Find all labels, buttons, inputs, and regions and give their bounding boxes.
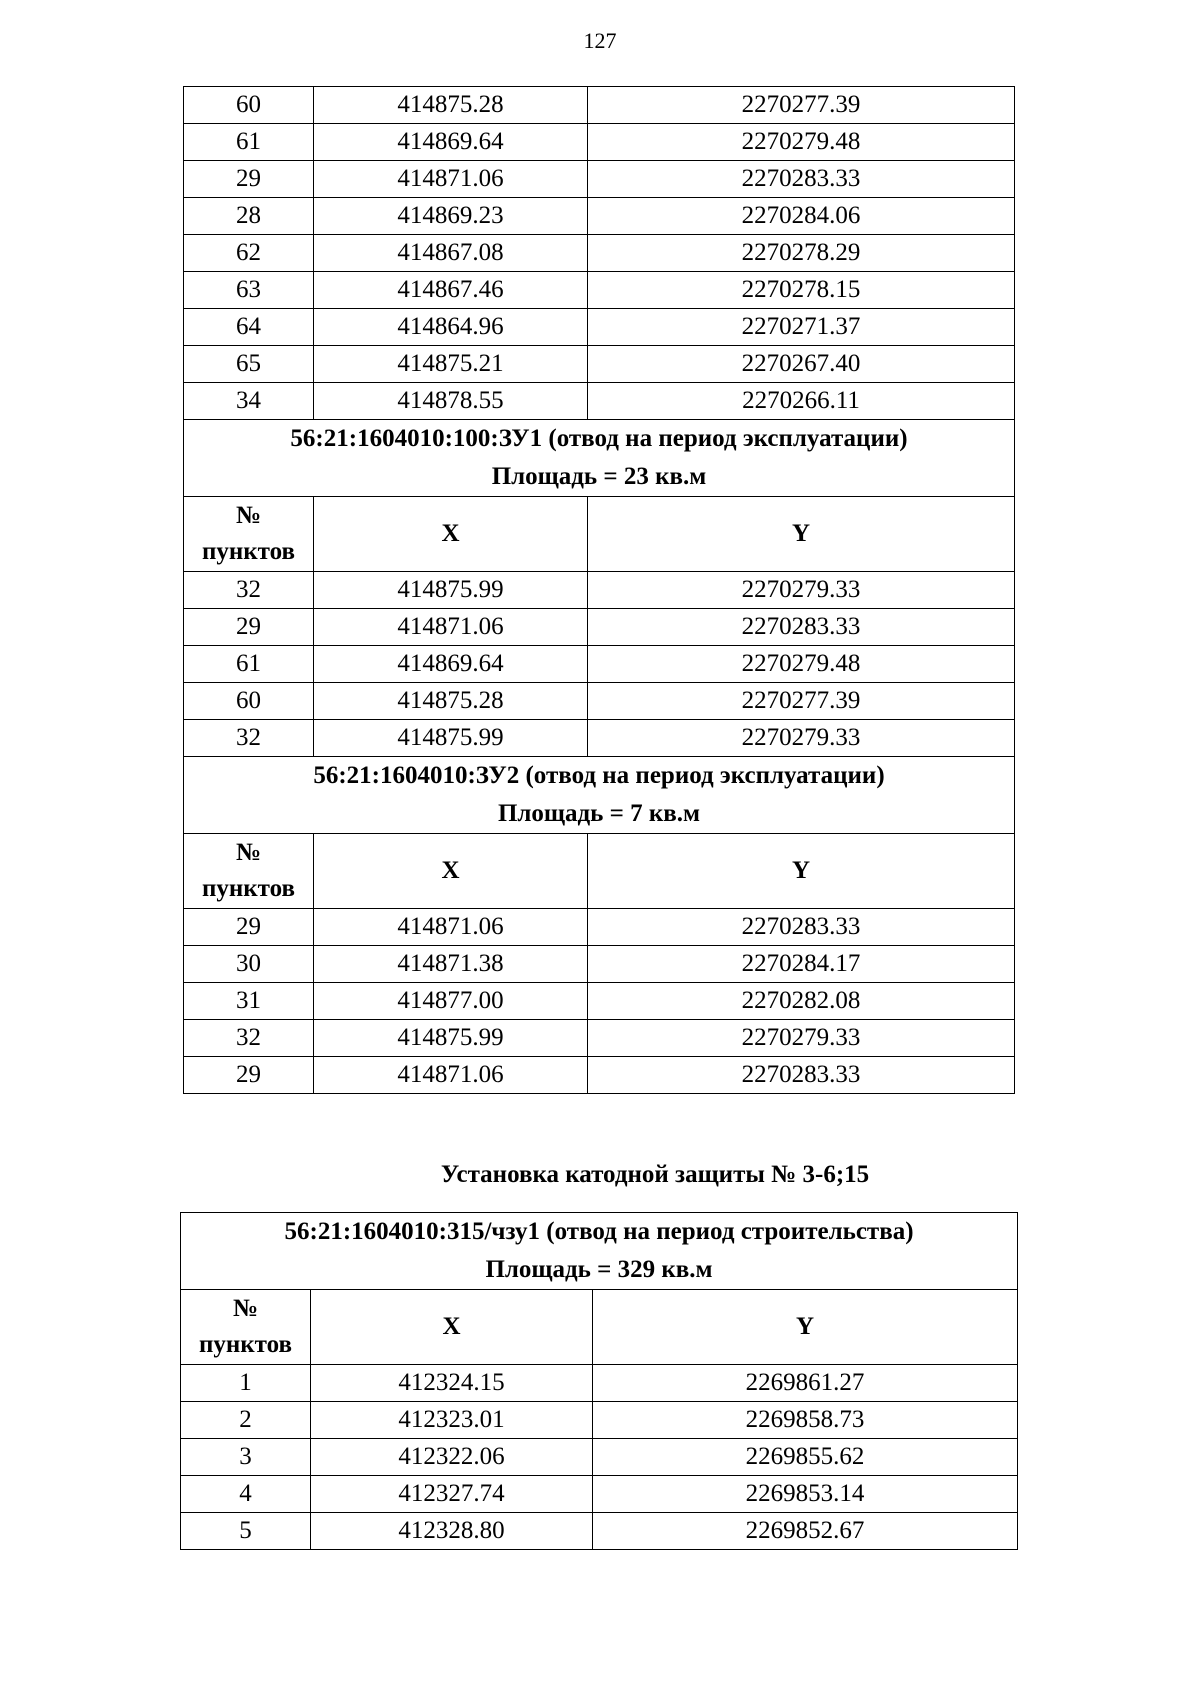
point-number-cell: 61 <box>184 646 314 683</box>
x-coordinate-cell: 414867.46 <box>314 272 588 309</box>
coordinates-table-cathodic <box>180 1212 1018 1550</box>
point-number-cell: 61 <box>184 124 314 161</box>
parcel-area: Площадь = 7 кв.м <box>497 800 701 827</box>
page-number: 127 <box>583 28 617 53</box>
y-coordinate-cell: 2270279.33 <box>588 720 1015 757</box>
point-number-cell: 2 <box>181 1402 311 1439</box>
points-label: пунктов <box>198 1331 293 1358</box>
y-coordinate-cell: 2269855.62 <box>593 1439 1018 1476</box>
header-row <box>184 834 1015 909</box>
point-number-cell: 29 <box>184 161 314 198</box>
parcel-area: Площадь = 23 кв.м <box>491 463 707 490</box>
y-coordinate-cell: 2270278.15 <box>588 272 1015 309</box>
x-coordinate-cell: 414871.06 <box>314 1057 588 1094</box>
y-coordinate-cell: 2270282.08 <box>588 983 1015 1020</box>
x-coordinate-cell: 414875.99 <box>314 720 588 757</box>
point-number-cell: 64 <box>184 309 314 346</box>
x-coordinate-cell: 414875.99 <box>314 1020 588 1057</box>
number-sign: № <box>232 1295 259 1322</box>
table-row <box>184 383 1015 420</box>
x-coordinate-cell: 414875.28 <box>314 87 588 124</box>
table-row <box>184 909 1015 946</box>
y-coordinate-cell: 2270277.39 <box>588 87 1015 124</box>
x-coordinate-cell: 414875.21 <box>314 346 588 383</box>
x-coordinate-cell: 414875.99 <box>314 572 588 609</box>
x-coordinate-cell: 414869.64 <box>314 646 588 683</box>
parcel-title: 56:21:1604010:100:ЗУ1 (отвод на период эксплуатации) <box>290 425 908 452</box>
x-coordinate-cell: 412323.01 <box>311 1402 593 1439</box>
table-row <box>184 161 1015 198</box>
table-row <box>184 124 1015 161</box>
x-coordinate-cell: 414869.64 <box>314 124 588 161</box>
point-number-cell: 5 <box>181 1513 311 1550</box>
x-coordinate-cell: 412327.74 <box>311 1476 593 1513</box>
point-number-cell: 30 <box>184 946 314 983</box>
y-coordinate-cell: 2269861.27 <box>593 1365 1018 1402</box>
point-number-cell: 32 <box>184 1020 314 1057</box>
x-coordinate-cell: 414864.96 <box>314 309 588 346</box>
points-label: пунктов <box>201 538 296 565</box>
y-coordinate-cell: 2270283.33 <box>588 1057 1015 1094</box>
x-header: X <box>314 497 588 572</box>
x-coordinate-cell: 414875.28 <box>314 683 588 720</box>
table-row <box>184 609 1015 646</box>
number-sign: № <box>235 502 262 529</box>
table-row <box>181 1476 1018 1513</box>
table-row <box>184 309 1015 346</box>
y-coordinate-cell: 2270279.48 <box>588 646 1015 683</box>
table-row <box>184 683 1015 720</box>
table-row <box>181 1513 1018 1550</box>
parcel-area: Площадь = 329 кв.м <box>485 1256 713 1283</box>
table-row <box>181 1402 1018 1439</box>
table-row <box>184 1057 1015 1094</box>
table-row <box>184 983 1015 1020</box>
point-number-cell: 29 <box>184 1057 314 1094</box>
y-coordinate-cell: 2270267.40 <box>588 346 1015 383</box>
x-coordinate-cell: 414869.23 <box>314 198 588 235</box>
point-number-header <box>184 497 314 572</box>
point-number-cell: 32 <box>184 572 314 609</box>
y-header: Y <box>588 497 1015 572</box>
section-heading: Установка катодной защиты № 3-6;15 <box>440 1161 870 1188</box>
point-number-cell: 65 <box>184 346 314 383</box>
number-sign: № <box>235 839 262 866</box>
point-number-cell: 29 <box>184 609 314 646</box>
table-row <box>184 946 1015 983</box>
section-title-row <box>184 420 1015 497</box>
y-coordinate-cell: 2269853.14 <box>593 1476 1018 1513</box>
x-coordinate-cell: 414871.06 <box>314 161 588 198</box>
point-number-cell: 60 <box>184 683 314 720</box>
point-number-cell: 1 <box>181 1365 311 1402</box>
y-coordinate-cell: 2270279.48 <box>588 124 1015 161</box>
header-row <box>181 1290 1018 1365</box>
point-number-cell: 29 <box>184 909 314 946</box>
point-number-cell: 4 <box>181 1476 311 1513</box>
x-header: X <box>314 834 588 909</box>
y-coordinate-cell: 2270284.06 <box>588 198 1015 235</box>
x-coordinate-cell: 414878.55 <box>314 383 588 420</box>
point-number-header <box>184 834 314 909</box>
x-coordinate-cell: 414877.00 <box>314 983 588 1020</box>
coordinates-table <box>183 86 1015 1094</box>
section-title-cell <box>184 757 1015 834</box>
header-row <box>184 497 1015 572</box>
point-number-cell: 60 <box>184 87 314 124</box>
section-title-cell <box>181 1213 1018 1290</box>
y-header: Y <box>588 834 1015 909</box>
y-coordinate-cell: 2269858.73 <box>593 1402 1018 1439</box>
x-header: X <box>311 1290 593 1365</box>
point-number-cell: 31 <box>184 983 314 1020</box>
table-row <box>181 1365 1018 1402</box>
table-row <box>184 235 1015 272</box>
y-coordinate-cell: 2270279.33 <box>588 572 1015 609</box>
point-number-cell: 62 <box>184 235 314 272</box>
point-number-cell: 28 <box>184 198 314 235</box>
point-number-cell: 63 <box>184 272 314 309</box>
y-coordinate-cell: 2270266.11 <box>588 383 1015 420</box>
section-title-row <box>181 1213 1018 1290</box>
section-title-row <box>184 757 1015 834</box>
x-coordinate-cell: 414871.06 <box>314 609 588 646</box>
table-row <box>184 720 1015 757</box>
y-coordinate-cell: 2269852.67 <box>593 1513 1018 1550</box>
y-coordinate-cell: 2270279.33 <box>588 1020 1015 1057</box>
x-coordinate-cell: 414871.06 <box>314 909 588 946</box>
point-number-header <box>181 1290 311 1365</box>
parcel-title: 56:21:1604010:ЗУ2 (отвод на период эксплуатации) <box>313 762 885 789</box>
section-title-cell <box>184 420 1015 497</box>
y-coordinate-cell: 2270283.33 <box>588 909 1015 946</box>
points-label: пунктов <box>201 875 296 902</box>
y-coordinate-cell: 2270283.33 <box>588 161 1015 198</box>
y-coordinate-cell: 2270283.33 <box>588 609 1015 646</box>
table-row <box>181 1439 1018 1476</box>
table-row <box>184 1020 1015 1057</box>
parcel-title: 56:21:1604010:315/чзу1 (отвод на период строительства) <box>284 1218 914 1245</box>
table-row <box>184 198 1015 235</box>
point-number-cell: 34 <box>184 383 314 420</box>
x-coordinate-cell: 414871.38 <box>314 946 588 983</box>
y-header: Y <box>593 1290 1018 1365</box>
x-coordinate-cell: 412322.06 <box>311 1439 593 1476</box>
y-coordinate-cell: 2270278.29 <box>588 235 1015 272</box>
x-coordinate-cell: 414867.08 <box>314 235 588 272</box>
x-coordinate-cell: 412324.15 <box>311 1365 593 1402</box>
y-coordinate-cell: 2270284.17 <box>588 946 1015 983</box>
table-row <box>184 646 1015 683</box>
table-row <box>184 272 1015 309</box>
table-row <box>184 572 1015 609</box>
x-coordinate-cell: 412328.80 <box>311 1513 593 1550</box>
point-number-cell: 3 <box>181 1439 311 1476</box>
point-number-cell: 32 <box>184 720 314 757</box>
y-coordinate-cell: 2270277.39 <box>588 683 1015 720</box>
y-coordinate-cell: 2270271.37 <box>588 309 1015 346</box>
table-row <box>184 87 1015 124</box>
table-row <box>184 346 1015 383</box>
